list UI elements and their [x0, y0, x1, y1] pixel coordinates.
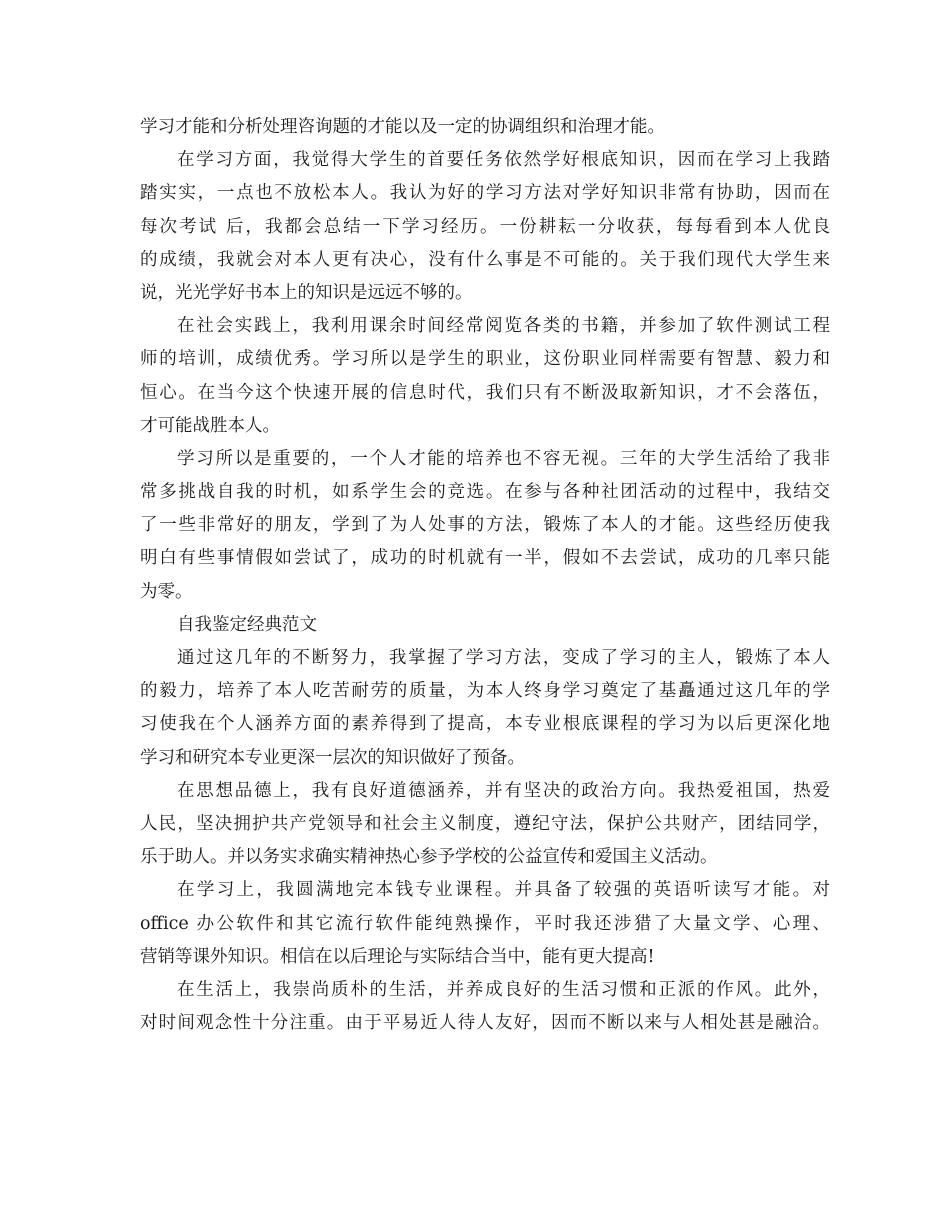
text-line: 师的培训，成绩优秀。学习所以是学生的职业，这份职业同样需要有智慧、毅力和 — [140, 349, 830, 370]
section-heading: 自我鉴定经典范文 — [177, 614, 317, 635]
text-line: 踏实实，一点也不放松本人。我认为好的学习方法对学好知识非常有协助，因而在 — [140, 183, 830, 204]
text-line: 乐于助人。并以务实求确实精神热心参予学校的公益宣传和爱国主义活动。 — [140, 847, 718, 868]
text-line: office 办公软件和其它流行软件能纯熟操作，平时我还涉猎了大量文学、心理、 — [140, 913, 830, 934]
text-line: 说，光光学好书本上的知识是远远不够的。 — [140, 282, 473, 303]
text-line: 在社会实践上，我利用课余时间经常阅览各类的书籍，并参加了软件测试工程 — [177, 316, 830, 337]
text-line: 人民，坚决拥护共产党领导和社会主义制度，遵纪守法，保护公共财产，团结同学， — [140, 813, 830, 834]
document-body — [140, 111, 830, 1040]
text-line: 在学习方面，我觉得大学生的首要任务依然学好根底知识，因而在学习上我踏 — [177, 150, 830, 171]
text-line: 恒心。在当今这个快速开展的信息时代，我们只有不断汲取新知识，才不会落伍， — [140, 382, 830, 403]
text-line: 在生活上，我崇尚质朴的生活，并养成良好的生活习惯和正派的作风。此外， — [177, 979, 830, 1000]
text-line: 通过这几年的不断努力，我掌握了学习方法，变成了学习的主人，锻炼了本人 — [177, 648, 830, 668]
text-line: 才可能战胜本人。 — [140, 415, 280, 436]
text-line: 的成绩，我就会对本人更有决心，没有什么事是不可能的。关于我们现代大学生来 — [140, 249, 830, 270]
text-line: 每次考试 后，我都会总结一下学习经历。一份耕耘一分收获，每每看到本人优良 — [140, 216, 830, 237]
text-line: 的毅力，培养了本人吃苦耐劳的质量，为本人终身学习奠定了基矗通过这几年的学 — [140, 681, 830, 702]
text-line: 学习才能和分析处理咨询题的才能以及一定的协调组织和治理才能。 — [140, 117, 665, 137]
text-line: 为零。 — [140, 581, 193, 602]
text-line: 常多挑战自我的时机，如系学生会的竞选。在参与各种社团活动的过程中，我结交 — [140, 482, 830, 503]
text-line: 对时间观念性十分注重。由于平易近人待人友好，因而不断以来与人相处甚是融洽。 — [140, 1013, 830, 1034]
text-line: 学习和研究本专业更深一层次的知识做好了预备。 — [140, 747, 525, 768]
text-line: 明白有些事情假如尝试了，成功的时机就有一半，假如不去尝试，成功的几率只能 — [140, 548, 830, 569]
text-line: 在学习上，我圆满地完本钱专业课程。并具备了较强的英语听读写才能。对 — [177, 880, 830, 901]
text-line: 习使我在个人涵养方面的素养得到了提高，本专业根底课程的学习为以后更深化地 — [140, 714, 830, 735]
text-line: 在思想品德上，我有良好道德涵养，并有坚决的政治方向。我热爱祖国，热爱 — [177, 780, 830, 801]
text-line: 了一些非常好的朋友，学到了为人处事的方法，锻炼了本人的才能。这些经历使我 — [140, 515, 830, 536]
text-line: 营销等课外知识。相信在以后理论与实际结合当中，能有更大提高! — [140, 946, 655, 967]
text-line: 学习所以是重要的，一个人才能的培养也不容无视。三年的大学生活给了我非 — [177, 448, 830, 469]
